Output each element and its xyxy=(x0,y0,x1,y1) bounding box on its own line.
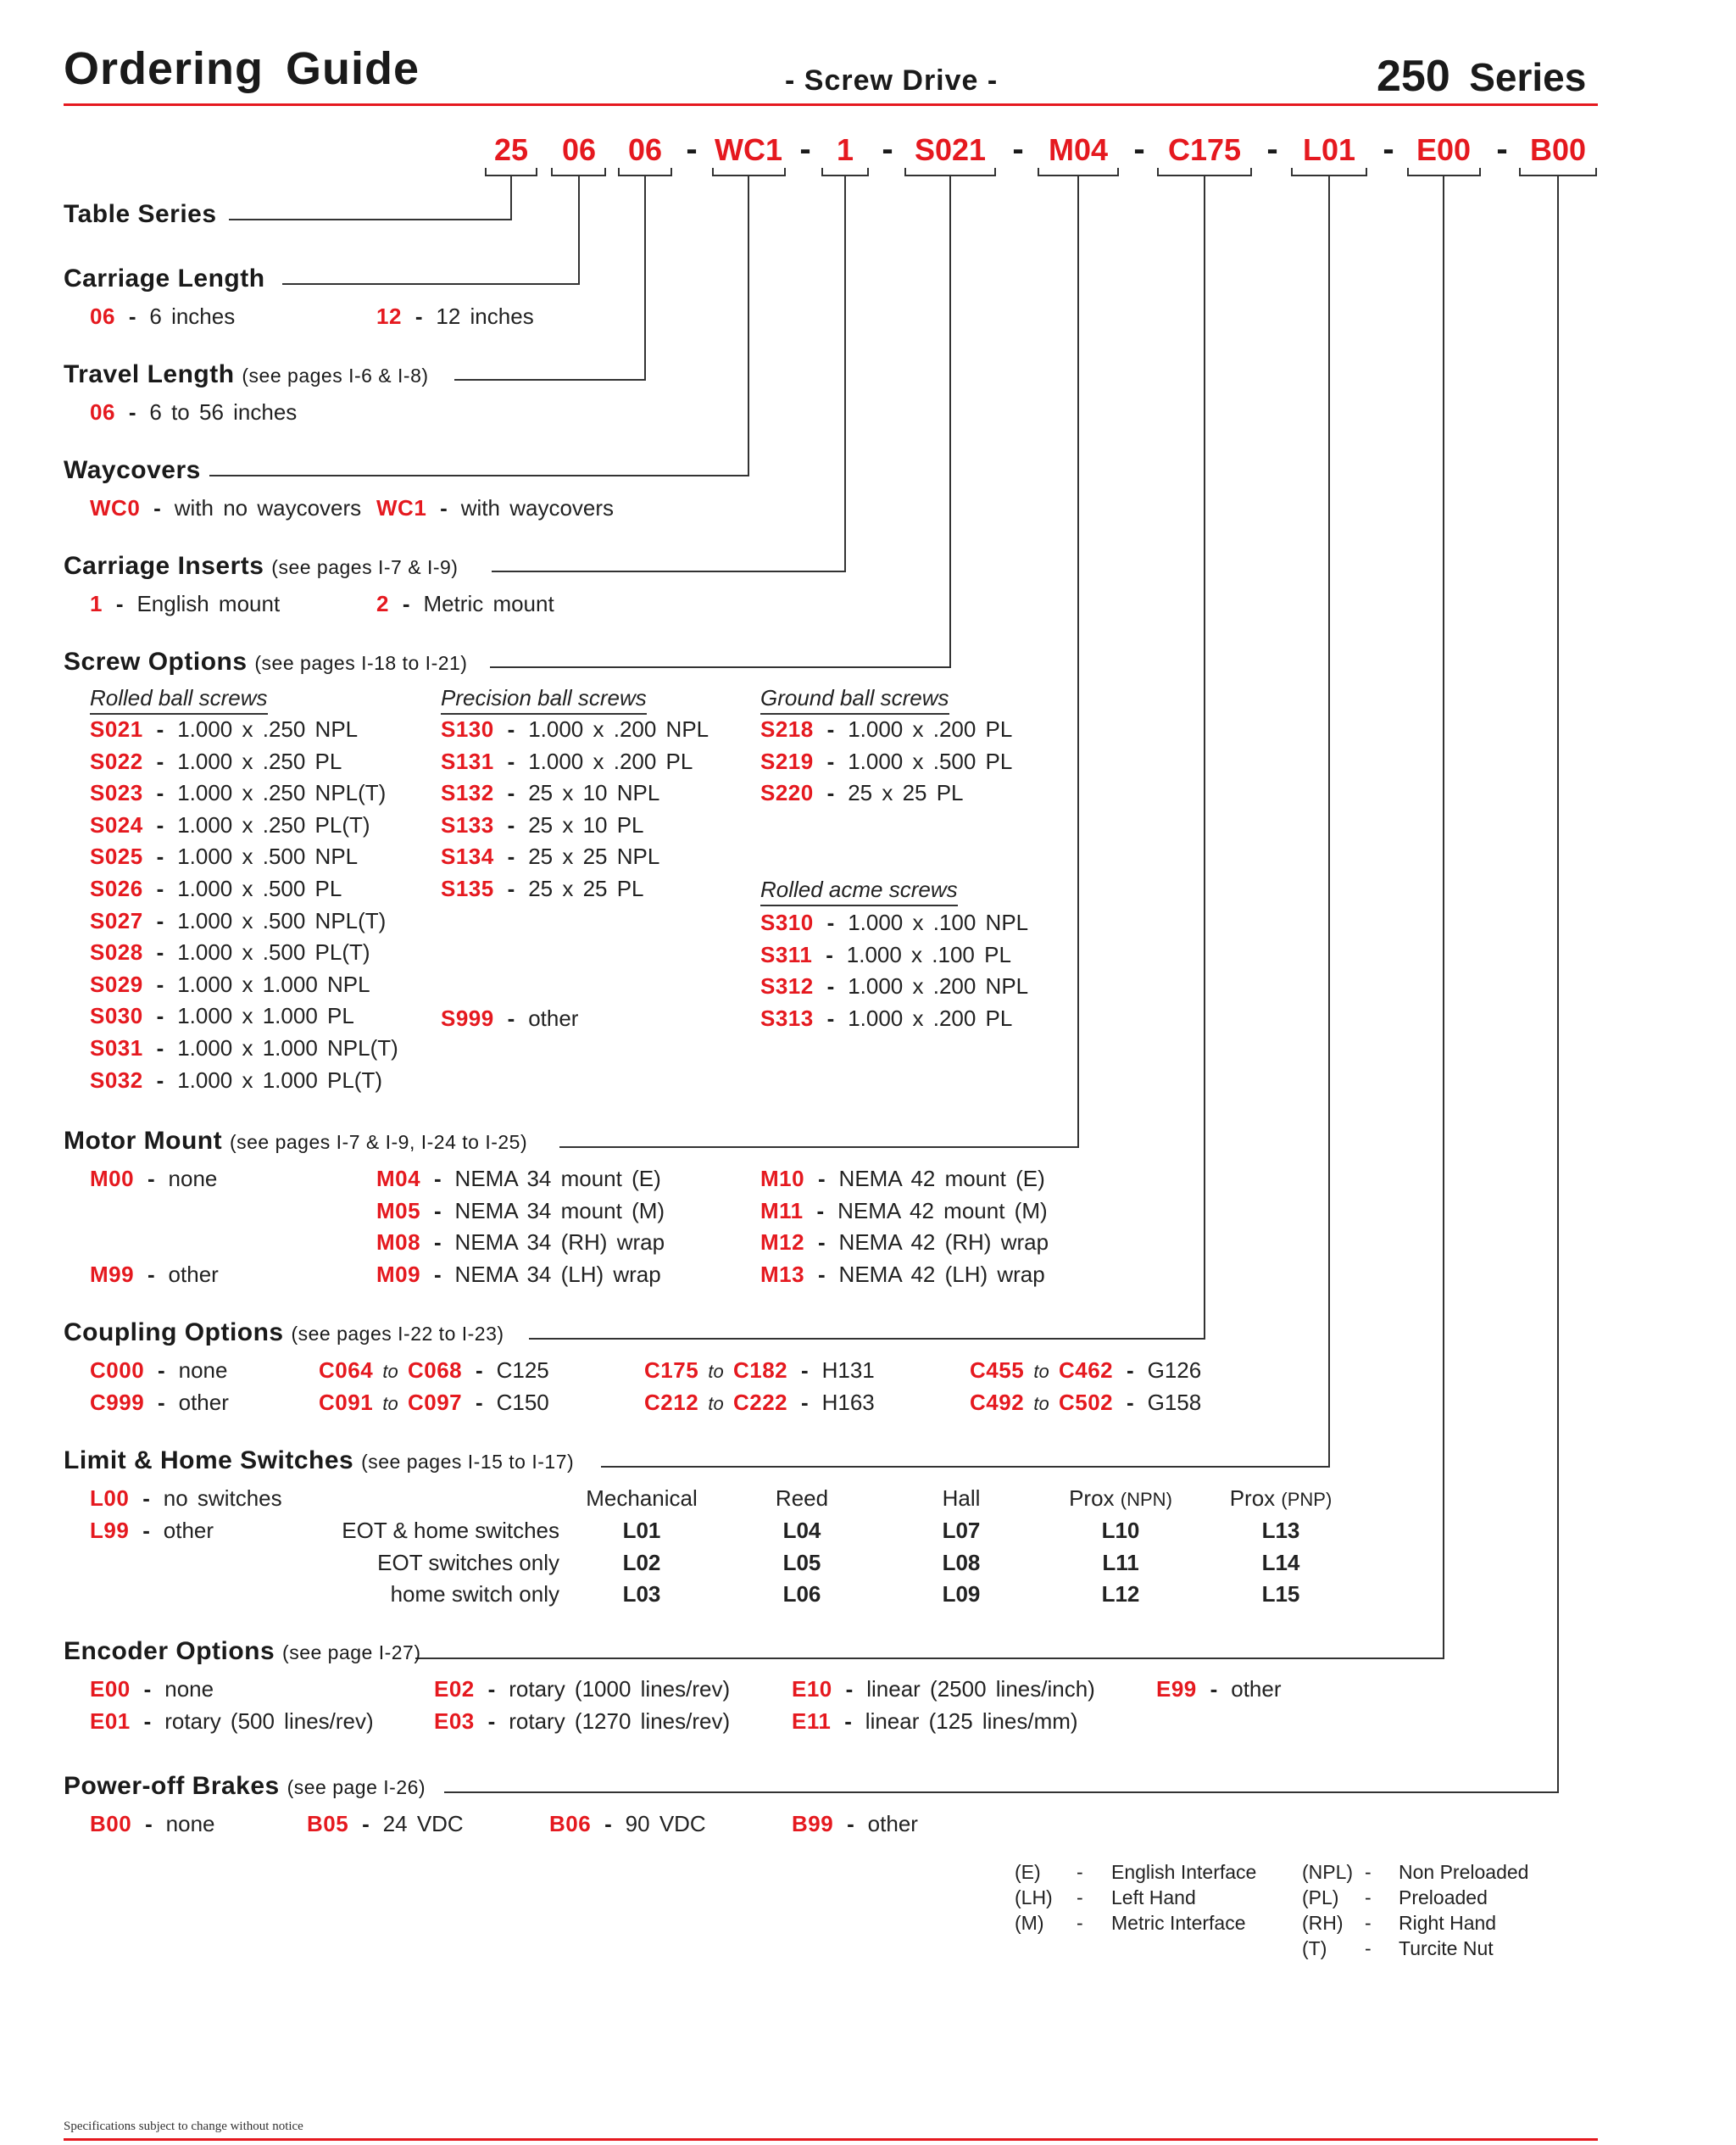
section-title-encoder-options: Encoder Options (see page I-27) xyxy=(64,1637,421,1665)
option-screw-s028: S028 - 1.000 x .500 PL(T) xyxy=(90,939,370,966)
footer-rule xyxy=(64,2138,1598,2141)
limit-row-label: EOT switches only xyxy=(377,1549,559,1575)
section-title-brakes: Power-off Brakes (see page I-26) xyxy=(64,1772,426,1800)
option-limit-l01: L01 xyxy=(622,1518,661,1543)
option-motor-m12: M12 - NEMA 42 (RH) wrap xyxy=(760,1229,1049,1256)
option-screw-s131: S131 - 1.000 x .200 PL xyxy=(441,748,693,774)
option-motor-m09: M09 - NEMA 34 (LH) wrap xyxy=(376,1261,661,1287)
limit-column-header: Mechanical xyxy=(586,1485,698,1511)
option-screw-s312: S312 - 1.000 x .200 NPL xyxy=(760,973,1029,1000)
option-carriage-12: 12 - 12 inches xyxy=(376,304,534,329)
code-separator: - xyxy=(1133,131,1145,168)
option-encoder-e11: E11 - linear (125 lines/mm) xyxy=(792,1708,1078,1734)
option-screw-s999: S999 - other xyxy=(441,1006,579,1031)
code-separator: - xyxy=(882,131,893,168)
option-screw-s130: S130 - 1.000 x .200 NPL xyxy=(441,716,709,742)
legend-sep: - xyxy=(1077,1886,1083,1908)
option-coupling-range: C175 to C182 - H131 xyxy=(644,1357,875,1383)
subheading-rolled-ball: Rolled ball screws xyxy=(90,685,268,715)
legend-meaning: Non Preloaded xyxy=(1399,1861,1529,1883)
legend-meaning: English Interface xyxy=(1111,1861,1257,1883)
code-separator: - xyxy=(1012,131,1024,168)
option-screw-s135: S135 - 25 x 25 PL xyxy=(441,876,644,901)
section-title-carriage-length: Carriage Length xyxy=(64,265,265,292)
limit-column-header: Hall xyxy=(942,1485,981,1511)
section-title-coupling-options: Coupling Options (see pages I-22 to I-23) xyxy=(64,1318,504,1346)
option-waycover-wc1: WC1 - with waycovers xyxy=(376,495,615,521)
option-motor-m08: M08 - NEMA 34 (RH) wrap xyxy=(376,1229,665,1256)
code-separator: - xyxy=(1383,131,1394,168)
option-coupling-range: C212 to C222 - H163 xyxy=(644,1389,875,1415)
option-encoder-e02: E02 - rotary (1000 lines/rev) xyxy=(434,1676,731,1702)
section-title-table-series: Table Series xyxy=(64,200,217,228)
option-coupling-range: C455 to C462 - G126 xyxy=(970,1357,1202,1383)
section-title-motor-mount: Motor Mount (see pages I-7 & I-9, I-24 to I-25) xyxy=(64,1127,528,1155)
option-screw-s027: S027 - 1.000 x .500 NPL(T) xyxy=(90,907,387,933)
section-title-waycovers: Waycovers xyxy=(64,456,201,484)
option-encoder-e00: E00 - none xyxy=(90,1676,214,1702)
option-screw-s311: S311 - 1.000 x .100 PL xyxy=(760,941,1011,967)
option-screw-s134: S134 - 25 x 25 NPL xyxy=(441,844,660,870)
option-limit-l12: L12 xyxy=(1101,1581,1140,1607)
code-part-limit-switch: L01 xyxy=(1302,132,1356,167)
option-screw-s025: S025 - 1.000 x .500 NPL xyxy=(90,844,359,870)
legend-sep: - xyxy=(1077,1861,1083,1883)
legend-sep: - xyxy=(1077,1912,1083,1934)
code-part-waycovers: WC1 xyxy=(715,132,782,167)
option-motor-m13: M13 - NEMA 42 (LH) wrap xyxy=(760,1261,1045,1287)
option-screw-s313: S313 - 1.000 x .200 PL xyxy=(760,1005,1013,1031)
page-subtitle: - Screw Drive - xyxy=(785,64,999,97)
legend-abbr: (T) xyxy=(1302,1937,1327,1959)
option-coupling-range: C492 to C502 - G158 xyxy=(970,1389,1202,1415)
subheading-rolled-acme: Rolled acme screws xyxy=(760,877,958,906)
legend-abbr: (PL) xyxy=(1302,1886,1339,1908)
section-title-screw-options: Screw Options (see pages I-18 to I-21) xyxy=(64,648,468,676)
code-separator: - xyxy=(686,131,698,168)
option-coupling-range: C064 to C068 - C125 xyxy=(319,1357,549,1383)
option-screw-s030: S030 - 1.000 x 1.000 PL xyxy=(90,1003,354,1029)
legend-abbr: (M) xyxy=(1015,1912,1044,1934)
section-title-carriage-inserts: Carriage Inserts (see pages I-7 & I-9) xyxy=(64,552,459,580)
option-motor-m05: M05 - NEMA 34 mount (M) xyxy=(376,1197,665,1223)
subheading-ground-ball: Ground ball screws xyxy=(760,685,949,715)
code-part-travel-length: 06 xyxy=(627,132,663,167)
option-limit-l00: L00 - no switches xyxy=(90,1485,282,1511)
option-limit-l04: L04 xyxy=(782,1518,821,1543)
legend-abbr: (RH) xyxy=(1302,1912,1344,1934)
option-waycover-wc0: WC0 - with no waycovers xyxy=(90,495,362,521)
option-limit-l09: L09 xyxy=(942,1581,981,1607)
code-separator: - xyxy=(1496,131,1508,168)
code-part-motor-mount: M04 xyxy=(1048,132,1109,167)
section-title-limit-home: Limit & Home Switches (see pages I-15 to I-17) xyxy=(64,1446,575,1474)
option-motor-m10: M10 - NEMA 42 mount (E) xyxy=(760,1166,1045,1191)
option-screw-s133: S133 - 25 x 10 PL xyxy=(441,811,644,838)
option-limit-l99: L99 - other xyxy=(90,1518,214,1543)
option-encoder-e99: E99 - other xyxy=(1156,1676,1282,1702)
legend-meaning: Metric Interface xyxy=(1111,1912,1246,1934)
option-encoder-e01: E01 - rotary (500 lines/rev) xyxy=(90,1708,374,1734)
limit-column-header: Reed xyxy=(775,1485,829,1511)
option-screw-s026: S026 - 1.000 x .500 PL xyxy=(90,876,342,901)
option-coupling-c000: C000 - none xyxy=(90,1357,228,1383)
legend-meaning: Right Hand xyxy=(1399,1912,1497,1934)
footer-note: Specifications subject to change without notice xyxy=(64,2120,303,2133)
option-screw-s023: S023 - 1.000 x .250 NPL(T) xyxy=(90,780,387,806)
legend-abbr: (NPL) xyxy=(1302,1861,1354,1883)
option-limit-l11: L11 xyxy=(1102,1549,1139,1575)
option-screw-s218: S218 - 1.000 x .200 PL xyxy=(760,716,1013,742)
option-brake-b00: B00 - none xyxy=(90,1811,215,1836)
option-limit-l02: L02 xyxy=(622,1549,661,1575)
option-motor-m11: M11 - NEMA 42 mount (M) xyxy=(760,1197,1048,1223)
option-screw-s220: S220 - 25 x 25 PL xyxy=(760,780,964,806)
option-screw-s021: S021 - 1.000 x .250 NPL xyxy=(90,716,359,742)
option-screw-s024: S024 - 1.000 x .250 PL(T) xyxy=(90,811,370,838)
code-part-encoder: E00 xyxy=(1416,132,1472,167)
legend-meaning: Turcite Nut xyxy=(1399,1937,1494,1959)
option-limit-l06: L06 xyxy=(782,1581,821,1607)
option-screw-s029: S029 - 1.000 x 1.000 NPL xyxy=(90,971,370,997)
series-word: Series xyxy=(1469,55,1587,99)
option-screw-s022: S022 - 1.000 x .250 PL xyxy=(90,748,342,774)
option-brake-b99: B99 - other xyxy=(792,1811,918,1836)
option-coupling-c999: C999 - other xyxy=(90,1390,229,1415)
option-encoder-e10: E10 - linear (2500 lines/inch) xyxy=(792,1676,1095,1702)
code-part-carriage-length: 06 xyxy=(561,132,597,167)
series-number: 250 xyxy=(1377,52,1450,101)
section-title-travel-length: Travel Length (see pages I-6 & I-8) xyxy=(64,360,429,388)
option-brake-b06: B06 - 90 VDC xyxy=(549,1811,706,1836)
limit-row-label: home switch only xyxy=(390,1581,559,1607)
code-part-brake: B00 xyxy=(1529,132,1587,167)
option-limit-l08: L08 xyxy=(942,1549,981,1575)
limit-column-header: Prox (NPN) xyxy=(1069,1485,1172,1511)
code-part-screw: S021 xyxy=(914,132,987,167)
option-screw-s031: S031 - 1.000 x 1.000 NPL(T) xyxy=(90,1035,398,1061)
option-coupling-range: C091 to C097 - C150 xyxy=(319,1389,549,1415)
option-screw-s032: S032 - 1.000 x 1.000 PL(T) xyxy=(90,1067,383,1093)
option-limit-l15: L15 xyxy=(1261,1581,1300,1607)
option-motor-m99: M99 - other xyxy=(90,1262,219,1287)
option-carriage-06: 06 - 6 inches xyxy=(90,304,236,329)
option-encoder-e03: E03 - rotary (1270 lines/rev) xyxy=(434,1708,731,1734)
code-part-table-series: 25 xyxy=(493,132,529,167)
option-screw-s219: S219 - 1.000 x .500 PL xyxy=(760,748,1013,774)
option-brake-b05: B05 - 24 VDC xyxy=(307,1811,464,1836)
subheading-precision-ball: Precision ball screws xyxy=(441,685,647,715)
option-limit-l13: L13 xyxy=(1261,1518,1300,1543)
option-travel-06: 06 - 6 to 56 inches xyxy=(90,399,298,425)
page-title: Ordering Guide xyxy=(64,43,420,94)
code-separator: - xyxy=(1266,131,1278,168)
option-limit-l03: L03 xyxy=(622,1581,661,1607)
limit-row-label: EOT & home switches xyxy=(342,1518,559,1543)
legend-sep: - xyxy=(1365,1886,1372,1908)
option-insert-2: 2 - Metric mount xyxy=(376,591,554,616)
code-separator: - xyxy=(799,131,811,168)
legend-abbr: (LH) xyxy=(1015,1886,1053,1908)
legend-meaning: Preloaded xyxy=(1399,1886,1488,1908)
legend-sep: - xyxy=(1365,1912,1372,1934)
option-screw-s310: S310 - 1.000 x .100 NPL xyxy=(760,910,1029,935)
option-limit-l14: L14 xyxy=(1261,1549,1300,1575)
legend-sep: - xyxy=(1365,1937,1372,1959)
option-limit-l05: L05 xyxy=(782,1549,821,1575)
option-limit-l10: L10 xyxy=(1101,1518,1140,1543)
option-motor-m00: M00 - none xyxy=(90,1166,218,1191)
code-part-carriage-inserts: 1 xyxy=(836,132,854,167)
option-motor-m04: M04 - NEMA 34 mount (E) xyxy=(376,1166,661,1191)
legend-sep: - xyxy=(1365,1861,1372,1883)
option-insert-1: 1 - English mount xyxy=(90,591,281,616)
option-screw-s132: S132 - 25 x 10 NPL xyxy=(441,780,660,806)
code-part-coupling: C175 xyxy=(1167,132,1242,167)
option-limit-l07: L07 xyxy=(942,1518,981,1543)
legend-abbr: (E) xyxy=(1015,1861,1041,1883)
limit-column-header: Prox (PNP) xyxy=(1229,1485,1333,1511)
legend-meaning: Left Hand xyxy=(1111,1886,1196,1908)
